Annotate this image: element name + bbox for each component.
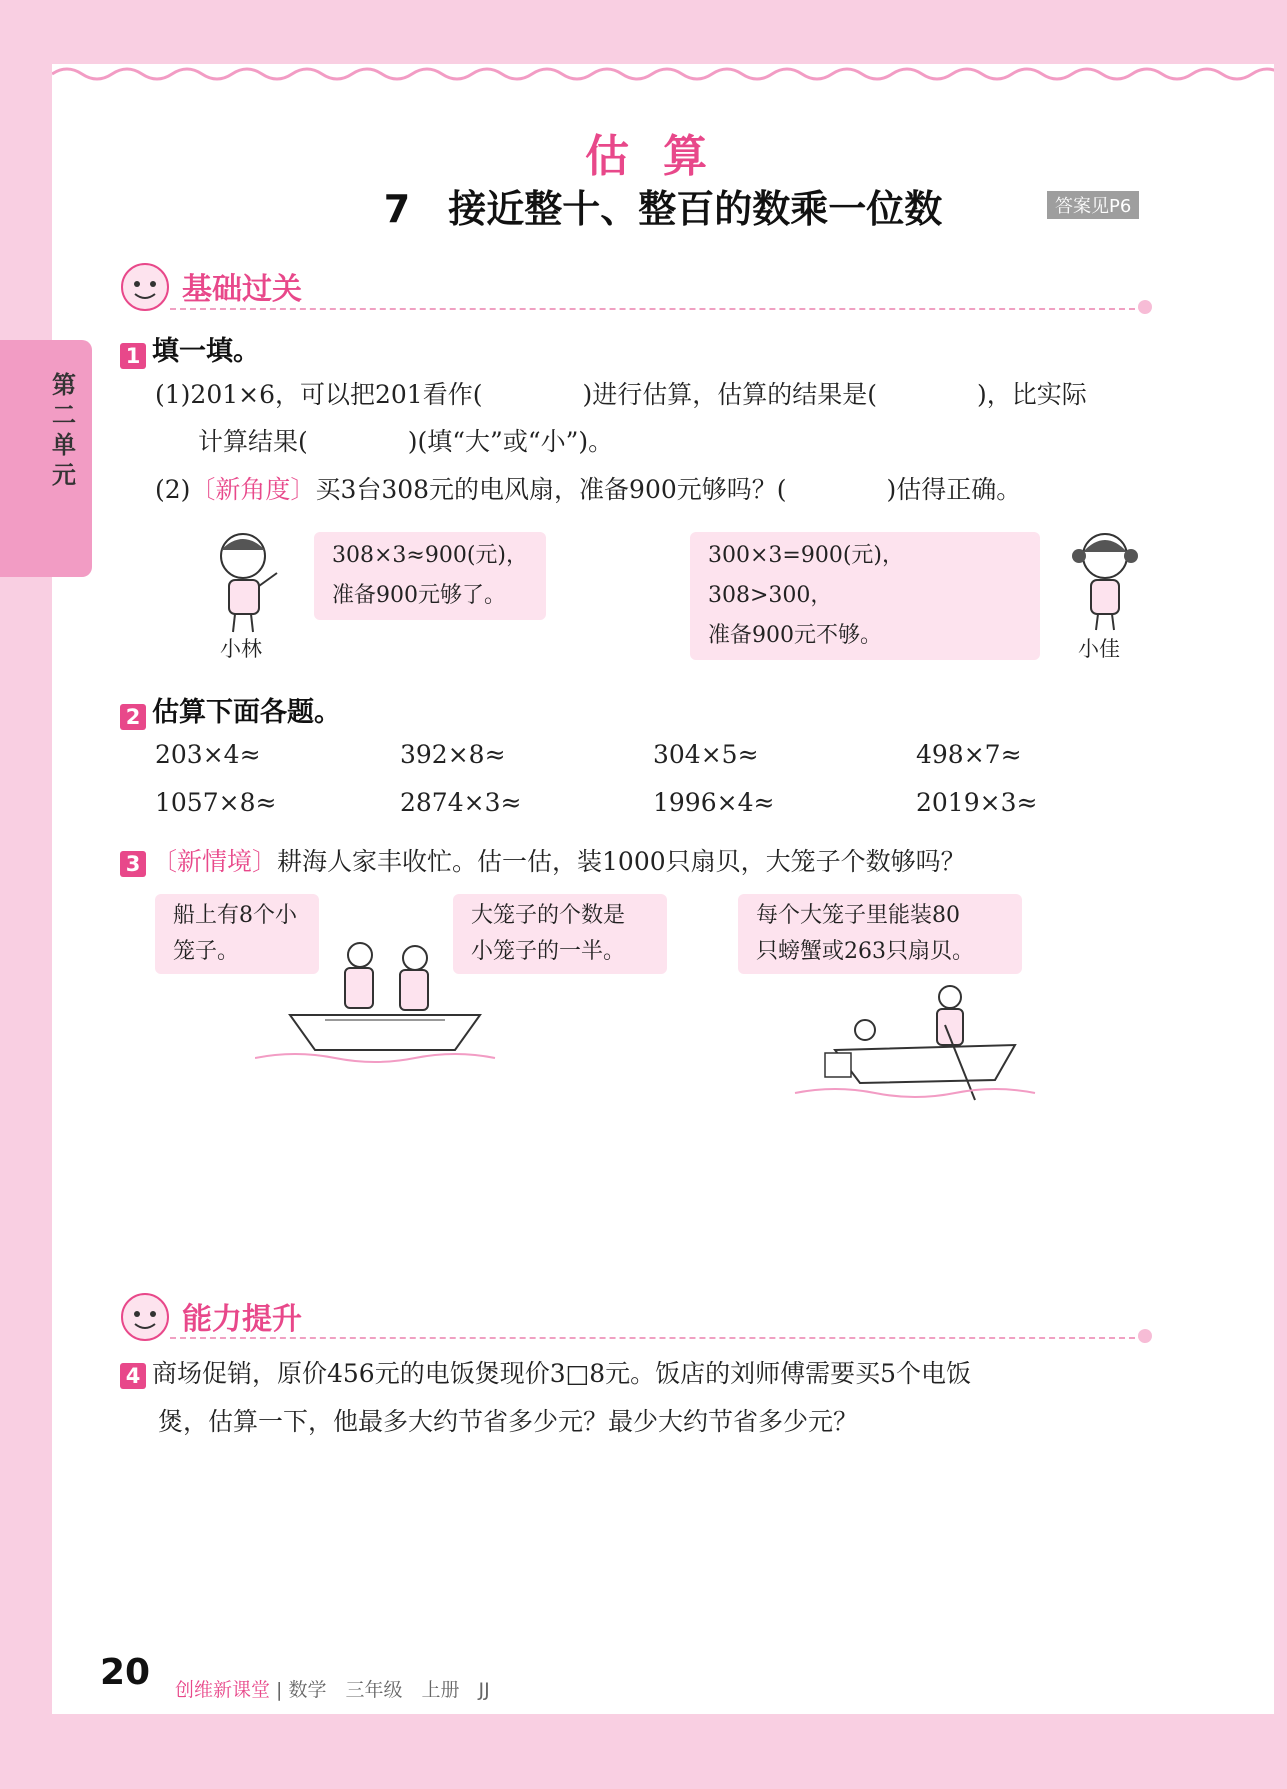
q1-part1-line2: 计算结果( )(填“大”或“小”)。 (198, 427, 614, 456)
boat-fishermen-illustration (255, 940, 515, 1070)
estimate-expression: 304×5≈ (653, 740, 759, 769)
q1-part1-line1: (1)201×6，可以把201看作( )进行估算，估算的结果是( )，比实际 (155, 380, 1087, 409)
estimate-expression: 498×7≈ (916, 740, 1022, 769)
question-1-title: 填一填。 (152, 336, 260, 367)
section-basic-divider (170, 308, 1145, 310)
question-2-header (120, 690, 341, 730)
answer-reference-badge: 答案见P6 (1047, 191, 1139, 219)
question-3 (120, 842, 966, 882)
bubble-xiaojia-line2: 准备900元不够。 (708, 623, 882, 648)
speech-bubble-capacity (738, 894, 1022, 974)
question-3-text: 耕海人家丰收忙。估一估，装1000只扇贝，大笼子个数够吗？ (277, 847, 966, 876)
footer-subject-grade: 数学 三年级 上册 JJ (288, 1679, 490, 1701)
decor-dot (1138, 300, 1152, 314)
footer-brand: 创维新课堂 (175, 1679, 271, 1701)
bubble-xiaolin-line2: 准备900元够了。 (332, 583, 506, 608)
name-xiaolin: 小林 (220, 637, 262, 661)
q1-part2 (155, 470, 1021, 510)
question-number-badge: 4 (120, 1363, 146, 1389)
estimate-expression: 1057×8≈ (155, 788, 277, 817)
bubble-big-cages-line2: 小笼子的一半。 (471, 939, 626, 964)
page-title: 估算 (585, 131, 741, 182)
question-4-line1 (120, 1354, 971, 1394)
new-scenario-tag: 〔新情境〕 (152, 847, 278, 876)
speech-bubble-xiaojia (690, 532, 1040, 660)
estimate-expression: 2019×3≈ (916, 788, 1038, 817)
question-4-text-line1: 商场促销，原价456元的电饭煲现价3□8元。饭店的刘师傅需要买5个电饭 (152, 1359, 972, 1388)
boat-rowing-illustration (785, 985, 1055, 1105)
section-advanced-title: 能力提升 (182, 1302, 302, 1337)
bubble-small-cages-line1: 船上有8个小 (173, 903, 297, 928)
question-4-text-line2: 煲，估算一下，他最多大约节省多少元？最少大约节省多少元？ (158, 1407, 859, 1436)
unit-side-tab (0, 340, 92, 577)
bubble-capacity-line2: 只螃蟹或263只扇贝。 (756, 939, 974, 964)
bubble-capacity-line1: 每个大笼子里能装80 (756, 903, 960, 928)
estimate-expression: 392×8≈ (400, 740, 506, 769)
boy-xiaolin-illustration (205, 528, 285, 633)
estimate-expression: 2874×3≈ (400, 788, 522, 817)
wavy-border-top (52, 64, 1274, 84)
footer-book-info: 创维新课堂 | 数学 三年级 上册 JJ (175, 1679, 490, 1701)
bubble-small-cages-line2: 笼子。 (173, 939, 240, 964)
page-number: 20 (100, 1652, 151, 1693)
question-number-badge: 2 (120, 704, 146, 730)
unit-side-tab-label: 第二单元 (52, 371, 76, 489)
estimate-expression: 203×4≈ (155, 740, 261, 769)
bubble-big-cages-line1: 大笼子的个数是 (471, 903, 626, 928)
decor-dot (1138, 1329, 1152, 1343)
speech-bubble-xiaolin (314, 532, 546, 620)
section-advanced-divider (170, 1337, 1145, 1339)
cartoon-face-icon (118, 262, 172, 312)
name-xiaojia: 小佳 (1078, 637, 1120, 661)
bubble-xiaojia-line1: 300×3=900(元)，308>300， (708, 543, 905, 608)
question-number-badge: 1 (120, 343, 146, 369)
cartoon-face-icon (118, 1292, 172, 1342)
question-number-badge: 3 (120, 851, 146, 877)
girl-xiaojia-illustration (1065, 526, 1145, 631)
question-1-header (120, 329, 260, 369)
question-2-title: 估算下面各题。 (152, 697, 341, 728)
estimate-expression: 1996×4≈ (653, 788, 775, 817)
section-basic-title: 基础过关 (182, 272, 302, 307)
q1-part2-text: 买3台308元的电风扇，准备900元够吗？( )估得正确。 (315, 475, 1022, 504)
lesson-subtitle: 7 接近整十、整百的数乘一位数 (383, 187, 943, 231)
q1-part2-prefix: (2) (155, 475, 191, 504)
bubble-xiaolin-line1: 308×3≈900(元)， (332, 543, 529, 568)
new-angle-tag: 〔新角度〕 (190, 475, 316, 504)
page-sheet (52, 64, 1274, 1714)
